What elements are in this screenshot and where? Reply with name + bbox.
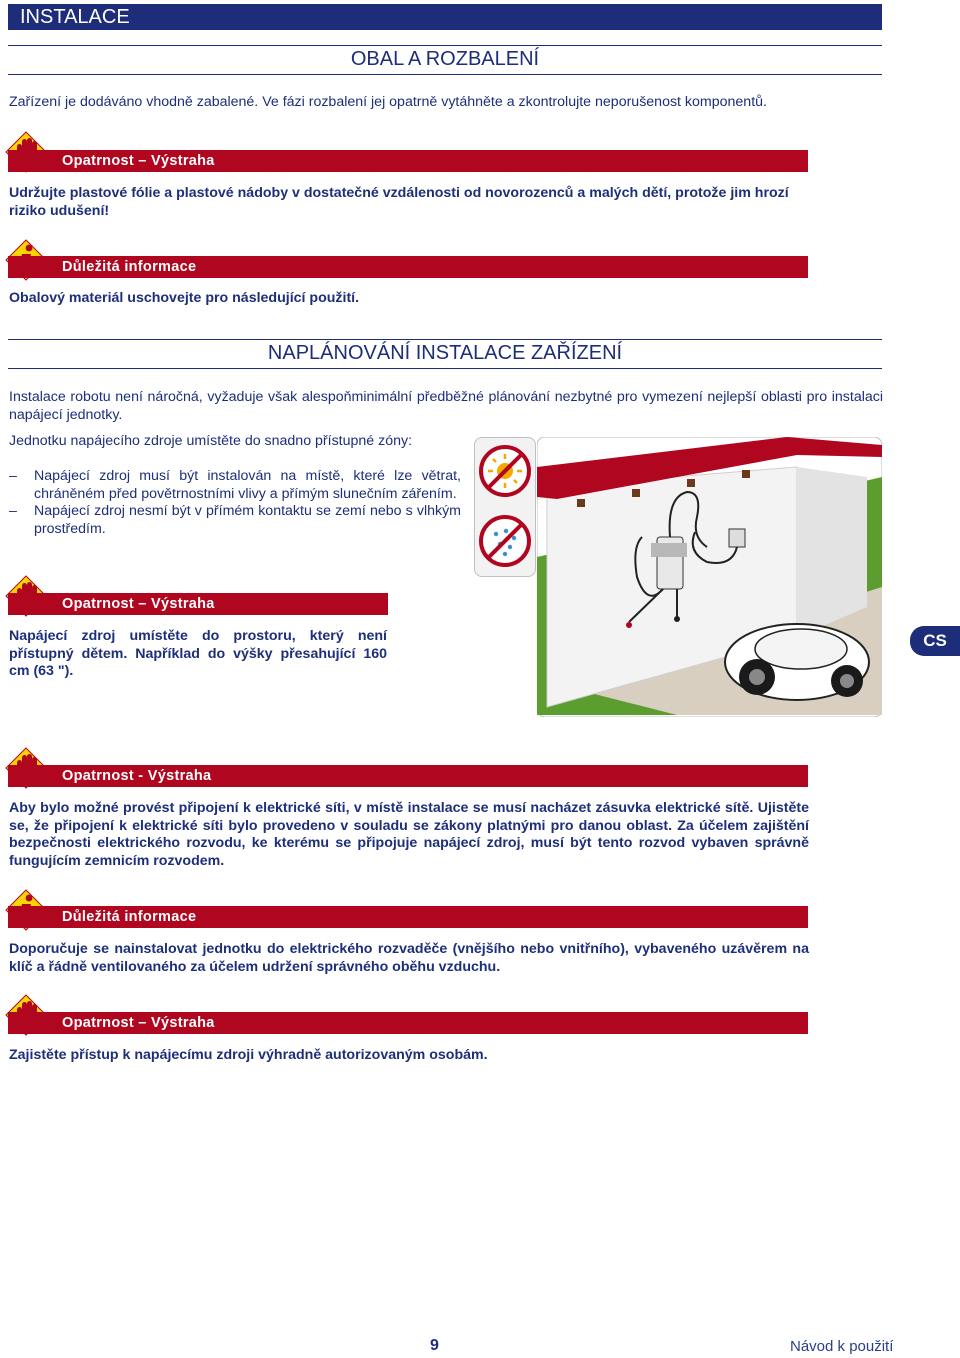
info-text-1: Obalový materiál uschovejte pro následující použití. [9,290,360,306]
warning-label: Opatrnost – Výstraha [62,596,215,612]
warning-bar-3 [8,765,808,787]
planning-lead: Jednotku napájecího zdroje umístěte do snadno přístupné zóny: [9,433,413,449]
warning-label: Opatrnost - Výstraha [62,768,212,784]
planning-intro: Instalace robotu není náročná, vyžaduje však alespoňminimální předběžné plánování nezbytné pro vymezení nejlepší oblasti pro instalaci napájecí jednotky. [9,389,883,423]
section-title-unpacking: OBAL A ROZBALENÍ [8,45,882,75]
installation-illustration [537,437,882,717]
info-label: Důležitá informace [62,909,197,925]
section-title-planning: NAPLÁNOVÁNÍ INSTALACE ZAŘÍZENÍ [8,339,882,369]
requirements-list [9,468,461,538]
info-text-2: Doporučuje se nainstalovat jednotku do elektrického rozvaděče (vnějšího nebo vnitřního), vybaveného uzávěrem na klíč a řádně ventilovaného za účelem udržení správného oběhu vzduchu. [9,941,809,975]
footer-title: Návod k použití [790,1338,894,1355]
header-title: INSTALACE [20,6,130,28]
warning-bar-2 [8,593,388,615]
no-sun-icon [478,444,532,498]
warning-label: Opatrnost – Výstraha [62,153,215,169]
warning-label: Opatrnost – Výstraha [62,1015,215,1031]
list-item: – Napájecí zdroj musí být instalován na místě, které lze větrat, chráněném před povětrnostními vlivy a přímým slunečním zářením. [9,468,461,503]
warning-text-3: Aby bylo možné provést připojení k elektrické síti, v místě instalace se musí nacházet zásuvka elektrické sítě. Ujistěte se, že připojení k elektrické síti bylo provedeno v souladu se zákony platnými pro danou oblast. Za účelem zajištění bezpečnosti elektrického rozvodu, ke kterému se připojuje napájecí zdroj, musí být tento rozvod vybaven správně fungujícím zemnicím rozvodem. [9,800,809,869]
warning-text-1: Udržujte plastové fólie a plastové nádoby v dostatečné vzdálenosti od novorozenců a malých dětí, protože jim hrozí riziko udušení! [9,185,789,219]
header-bar [8,4,882,30]
info-label: Důležitá informace [62,259,197,275]
info-bar-2 [8,906,808,928]
prohibition-panel [474,437,536,577]
language-tab: CS [910,626,960,656]
list-item: – Napájecí zdroj nesmí být v přímém kontaktu se zemí nebo s vlhkým prostředím. [9,503,461,538]
intro-text: Zařízení je dodáváno vhodně zabalené. Ve fázi rozbalení jej opatrně vytáhněte a zkontrolujte neporušenost komponentů. [9,94,767,110]
page-number: 9 [430,1337,439,1354]
no-rain-icon [478,514,532,568]
warning-text-2: Napájecí zdroj umístěte do prostoru, který není přístupný dětem. Například do výšky přesahující 160 cm (63 "). [9,628,387,679]
warning-bar-1 [8,150,808,172]
warning-bar-4 [8,1012,808,1034]
info-bar-1 [8,256,808,278]
warning-text-4: Zajistěte přístup k napájecímu zdroji výhradně autorizovaným osobám. [9,1047,488,1063]
